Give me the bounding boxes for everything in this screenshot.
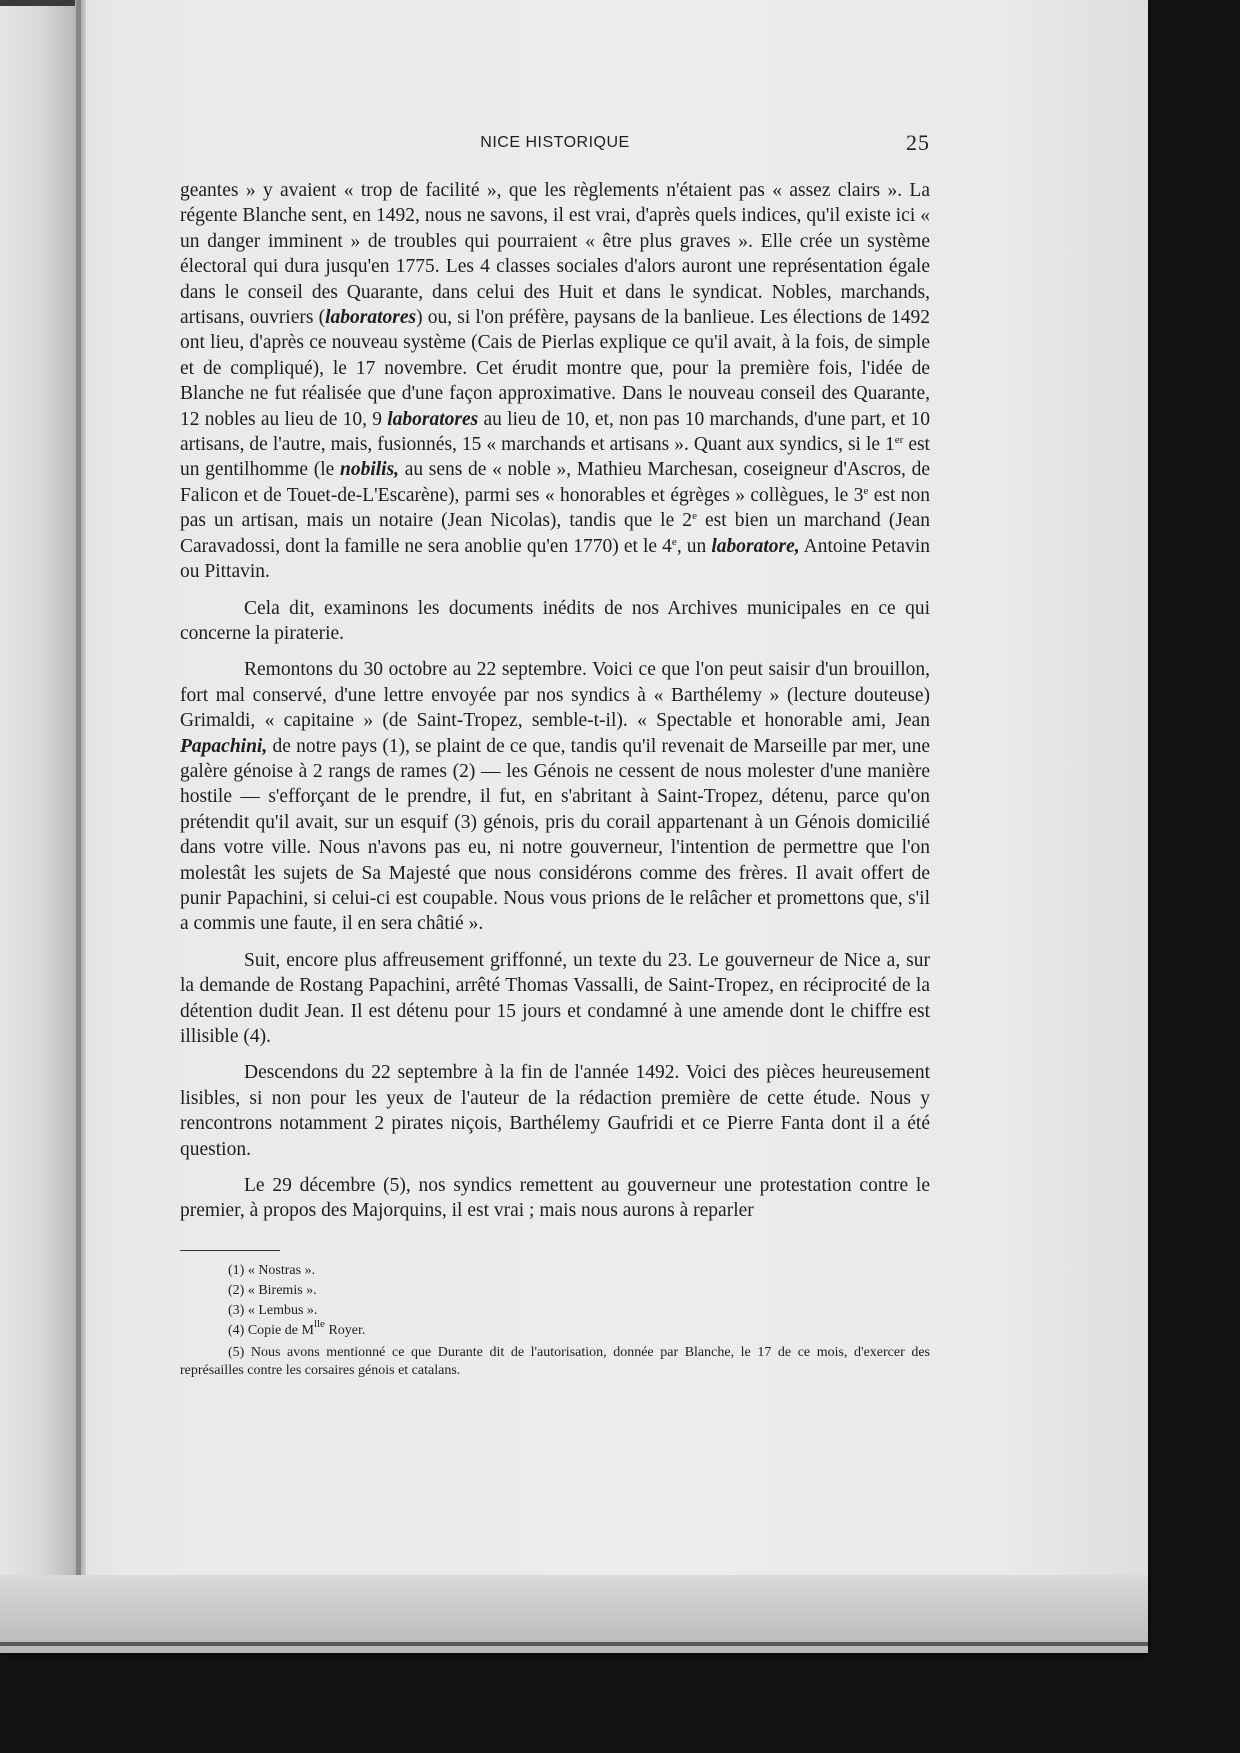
footnotes bbox=[180, 1261, 930, 1380]
binding-edge bbox=[76, 0, 81, 1653]
paragraph-1: geantes » y avaient « trop de facilité », que les règlements n'étaient pas « assez clairs ». La régente Blanche sent, en 1492, nous ne savons, il est vrai, d'après quels indices, qu'il existe ici « un danger imminent » de troubles qui pourraient « être plus graves ». Elle crée un système électoral qui dura jusqu'en 1775. Les 4 classes sociales d'alors auront une représentation égale dans le conseil des Quarante, dans celui des Huit et dans le syndicat. Nobles, marchands, artisans, ouvriers (laboratores) ou, si l'on préfère, paysans de la banlieue. Les élections de 1492 ont lieu, d'après ce nouveau système (Cais de Pierlas explique ce qu'il avait, à la fois, de simple et de compliqué), le 17 novembre. Cet érudit montre que, pour la première fois, l'idée de Blanche ne fut réalisée que d'une façon approximative. Dans le nouveau conseil des Quarante, 12 nobles au lieu de 10, 9 laboratores au lieu de 10, et, non pas 10 marchands, d'une part, et 10 artisans, de l'autre, mais, fusionnés, 15 « marchands et artisans ». Quant aux syndics, si le 1er est un gentilhomme (le nobilis, au sens de « noble », Mathieu Marchesan, coseigneur d'Ascros, de Falicon et de Touet-de-L'Escarène), parmi ses « honorables et égrèges » collègues, le 3e est non pas un artisan, mais un notaire (Jean Nicolas), tandis que le 2e est bien un marchand (Jean Caravadossi, dont la famille ne sera anoblie qu'en 1770) et le 4e, un laboratore, Antoine Petavin ou Pittavin. bbox=[180, 180, 930, 583]
footnote-4: (4) Copie de $M^{lle}$ Royer. bbox=[228, 1317, 366, 1338]
page-number: 25 bbox=[906, 130, 930, 155]
running-title: NICE HISTORIQUE bbox=[480, 134, 630, 151]
paragraph-6: Le 29 décembre (5), nos syndics remettent au gouverneur une protestation contre le premier, à propos des Majorquins, il est vrai ; mais nous aurons à reparler bbox=[180, 1175, 930, 1222]
footnote-1: (1) « Nostras ». bbox=[228, 1262, 316, 1278]
paragraph-2: Cela dit, examinons les documents inédits de nos Archives municipales en ce qui concerne la piraterie. bbox=[180, 597, 930, 644]
paragraph-5: Descendons du 22 septembre à la fin de l'année 1492. Voici des pièces heureusement lisibles, si non pour les yeux de l'auteur de la rédaction première de cette étude. Nous y rencontrons notamment 2 pirates niçois, Barthélemy Gaufridi et ce Pierre Fanta dont il a été question. bbox=[180, 1062, 930, 1160]
paragraph-4: Suit, encore plus affreusement griffonné, un texte du 23. Le gouverneur de Nice a, sur la demande de Rostang Papachini, arrêté Thomas Vassalli, de Saint-Tropez, en réciprocité de la détention dudit Jean. Il est détenu pour 15 jours et condamné à une amende dont le chiffre est illisible (4). bbox=[180, 949, 930, 1047]
footnote-5: (5) Nous avons mentionné ce que Durante dit de l'autorisation, donnée par Blanche, le 17 de ce mois, d'exercer des représailles contre les corsaires génois et catalans. bbox=[180, 1344, 930, 1378]
footnote-3: (3) « Lembus ». bbox=[228, 1302, 318, 1318]
page-content bbox=[180, 130, 930, 1380]
top-edge-mark bbox=[0, 0, 75, 6]
footnote-2: (2) « Biremis ». bbox=[228, 1282, 317, 1298]
paragraph-3: Remontons du 30 octobre au 22 septembre. Voici ce que l'on peut saisir d'un brouillon, fort mal conservé, d'une lettre envoyée par nos syndics à « Barthélemy » (lecture douteuse) Grimaldi, « capitaine » (de Saint-Tropez, semble-t-il). « Spectable et honorable ami, Jean Papachini, de notre pays (1), se plaint de ce que, tandis qu'il revenait de Marseille par mer, une galère génoise à 2 rangs de rames (2) — les Génois ne cessent de nous molester d'une manière hostile — s'efforçant de le prendre, il fut, en s'abritant à Saint-Tropez, détenu, parce qu'on prétendit qu'il avait, sur un esquif (3) génois, pris du corail appartenant à un Génois domicilié dans votre ville. Nous n'avons pas eu, ni notre gouverneur, l'intention de permettre que l'on molestât les sujets de Sa Majesté que nous considérons comme des frères. Il avait offert de punir Papachini, si celui-ci est coupable. Nous vous prions de le relâcher et promettons que, s'il a commis une faute, il en sera châtié ». bbox=[180, 659, 930, 935]
page-bottom-edge bbox=[0, 1642, 1148, 1646]
footnote-separator bbox=[180, 1250, 280, 1251]
running-head bbox=[180, 130, 930, 160]
body-text bbox=[180, 178, 930, 1224]
book-spine-shadow bbox=[0, 0, 86, 1653]
